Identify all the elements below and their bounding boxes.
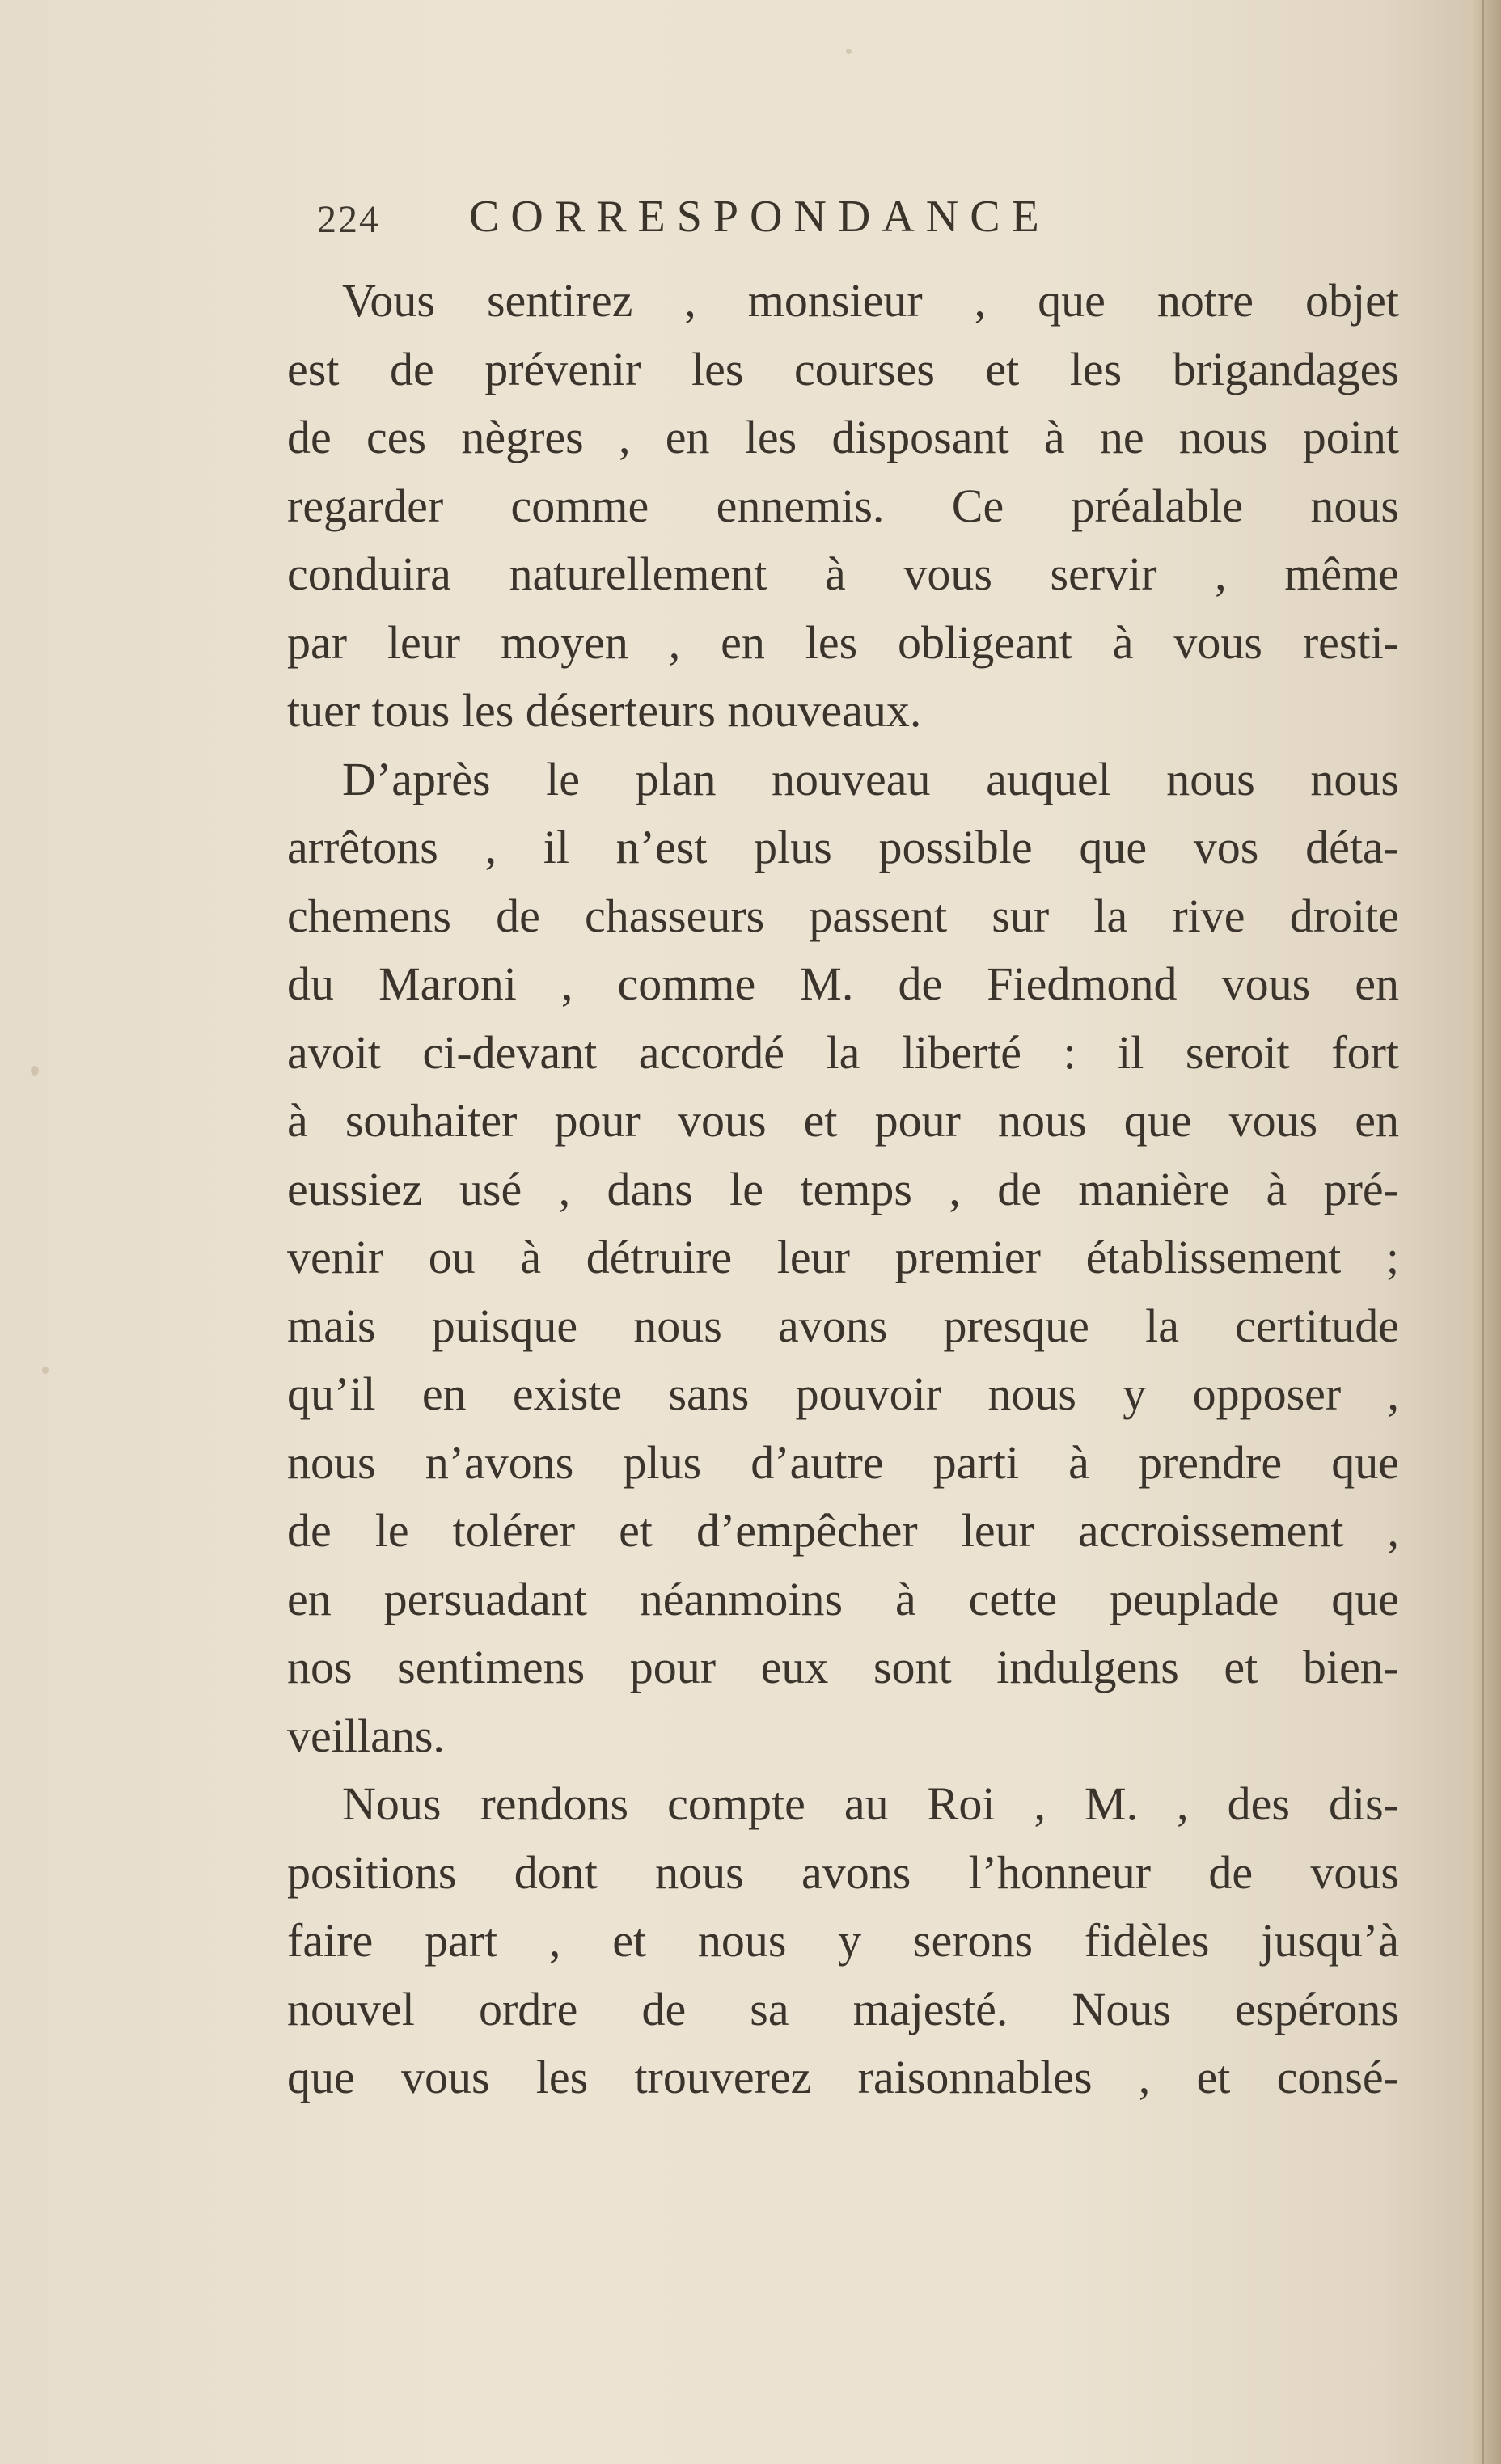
text-line: nous n’avons plus d’autre parti à prendre que bbox=[287, 1435, 1399, 1489]
page-edge bbox=[1470, 0, 1501, 2464]
paper-speck bbox=[846, 49, 852, 54]
paper-speck bbox=[42, 1367, 49, 1374]
text-line: venir ou à détruire leur premier établissement ; bbox=[287, 1231, 1399, 1283]
text-line: du Maroni , comme M. de Fiedmond vous en bbox=[287, 957, 1399, 1010]
text-line: tuer tous les déserteurs nouveaux. bbox=[287, 684, 922, 737]
running-header bbox=[317, 191, 1247, 264]
paragraph bbox=[287, 746, 1399, 1771]
text-line: nouvel ordre de sa majesté. Nous espérons bbox=[287, 1982, 1399, 2035]
body-text bbox=[287, 267, 1399, 2112]
text-line: de le tolérer et d’empêcher leur accroissement , bbox=[287, 1504, 1399, 1557]
text-line: avoit ci-devant accordé la liberté : il seroit fort bbox=[287, 1025, 1399, 1079]
text-line: en persuadant néanmoins à cette peuplade que bbox=[287, 1572, 1399, 1625]
text-line: par leur moyen , en les obligeant à vous resti- bbox=[287, 615, 1399, 669]
text-line: que vous les trouverez raisonnables , et consé- bbox=[287, 2051, 1399, 2103]
text-line: conduira naturellement à vous servir , même bbox=[287, 547, 1399, 600]
text-line: qu’il en existe sans pouvoir nous y opposer , bbox=[287, 1367, 1399, 1420]
running-title: CORRESPONDANCE bbox=[469, 192, 1051, 242]
paragraph bbox=[287, 267, 1399, 746]
text-line: est de prévenir les courses et les brigandages bbox=[287, 342, 1399, 395]
paragraph bbox=[287, 1770, 1399, 2112]
paper-speck bbox=[31, 1066, 39, 1076]
page-edge-shadow bbox=[1482, 0, 1484, 2464]
text-line: de ces nègres , en les disposant à ne nous point bbox=[287, 411, 1399, 463]
text-line: eussiez usé , dans le temps , de manière à pré- bbox=[287, 1162, 1399, 1215]
text-line: arrêtons , il n’est plus possible que vos déta- bbox=[287, 821, 1399, 873]
text-line: chemens de chasseurs passent sur la rive droite bbox=[287, 889, 1399, 942]
page-number: 224 bbox=[317, 198, 380, 241]
text-line: nos sentimens pour eux sont indulgens et bien- bbox=[287, 1641, 1399, 1693]
text-line: veillans. bbox=[287, 1709, 445, 1762]
text-line: à souhaiter pour vous et pour nous que vous en bbox=[287, 1094, 1399, 1147]
text-line: mais puisque nous avons presque la certitude bbox=[287, 1299, 1399, 1352]
text-line: regarder comme ennemis. Ce préalable nous bbox=[287, 479, 1399, 532]
text-line: faire part , et nous y serons fidèles jusqu’à bbox=[287, 1914, 1399, 1967]
text-line: Nous rendons compte au Roi , M. , des dis- bbox=[342, 1777, 1399, 1830]
text-line: positions dont nous avons l’honneur de vous bbox=[287, 1845, 1399, 1899]
text-line: Vous sentirez , monsieur , que notre objet bbox=[342, 274, 1399, 327]
text-line: D’après le plan nouveau auquel nous nous bbox=[342, 752, 1399, 805]
